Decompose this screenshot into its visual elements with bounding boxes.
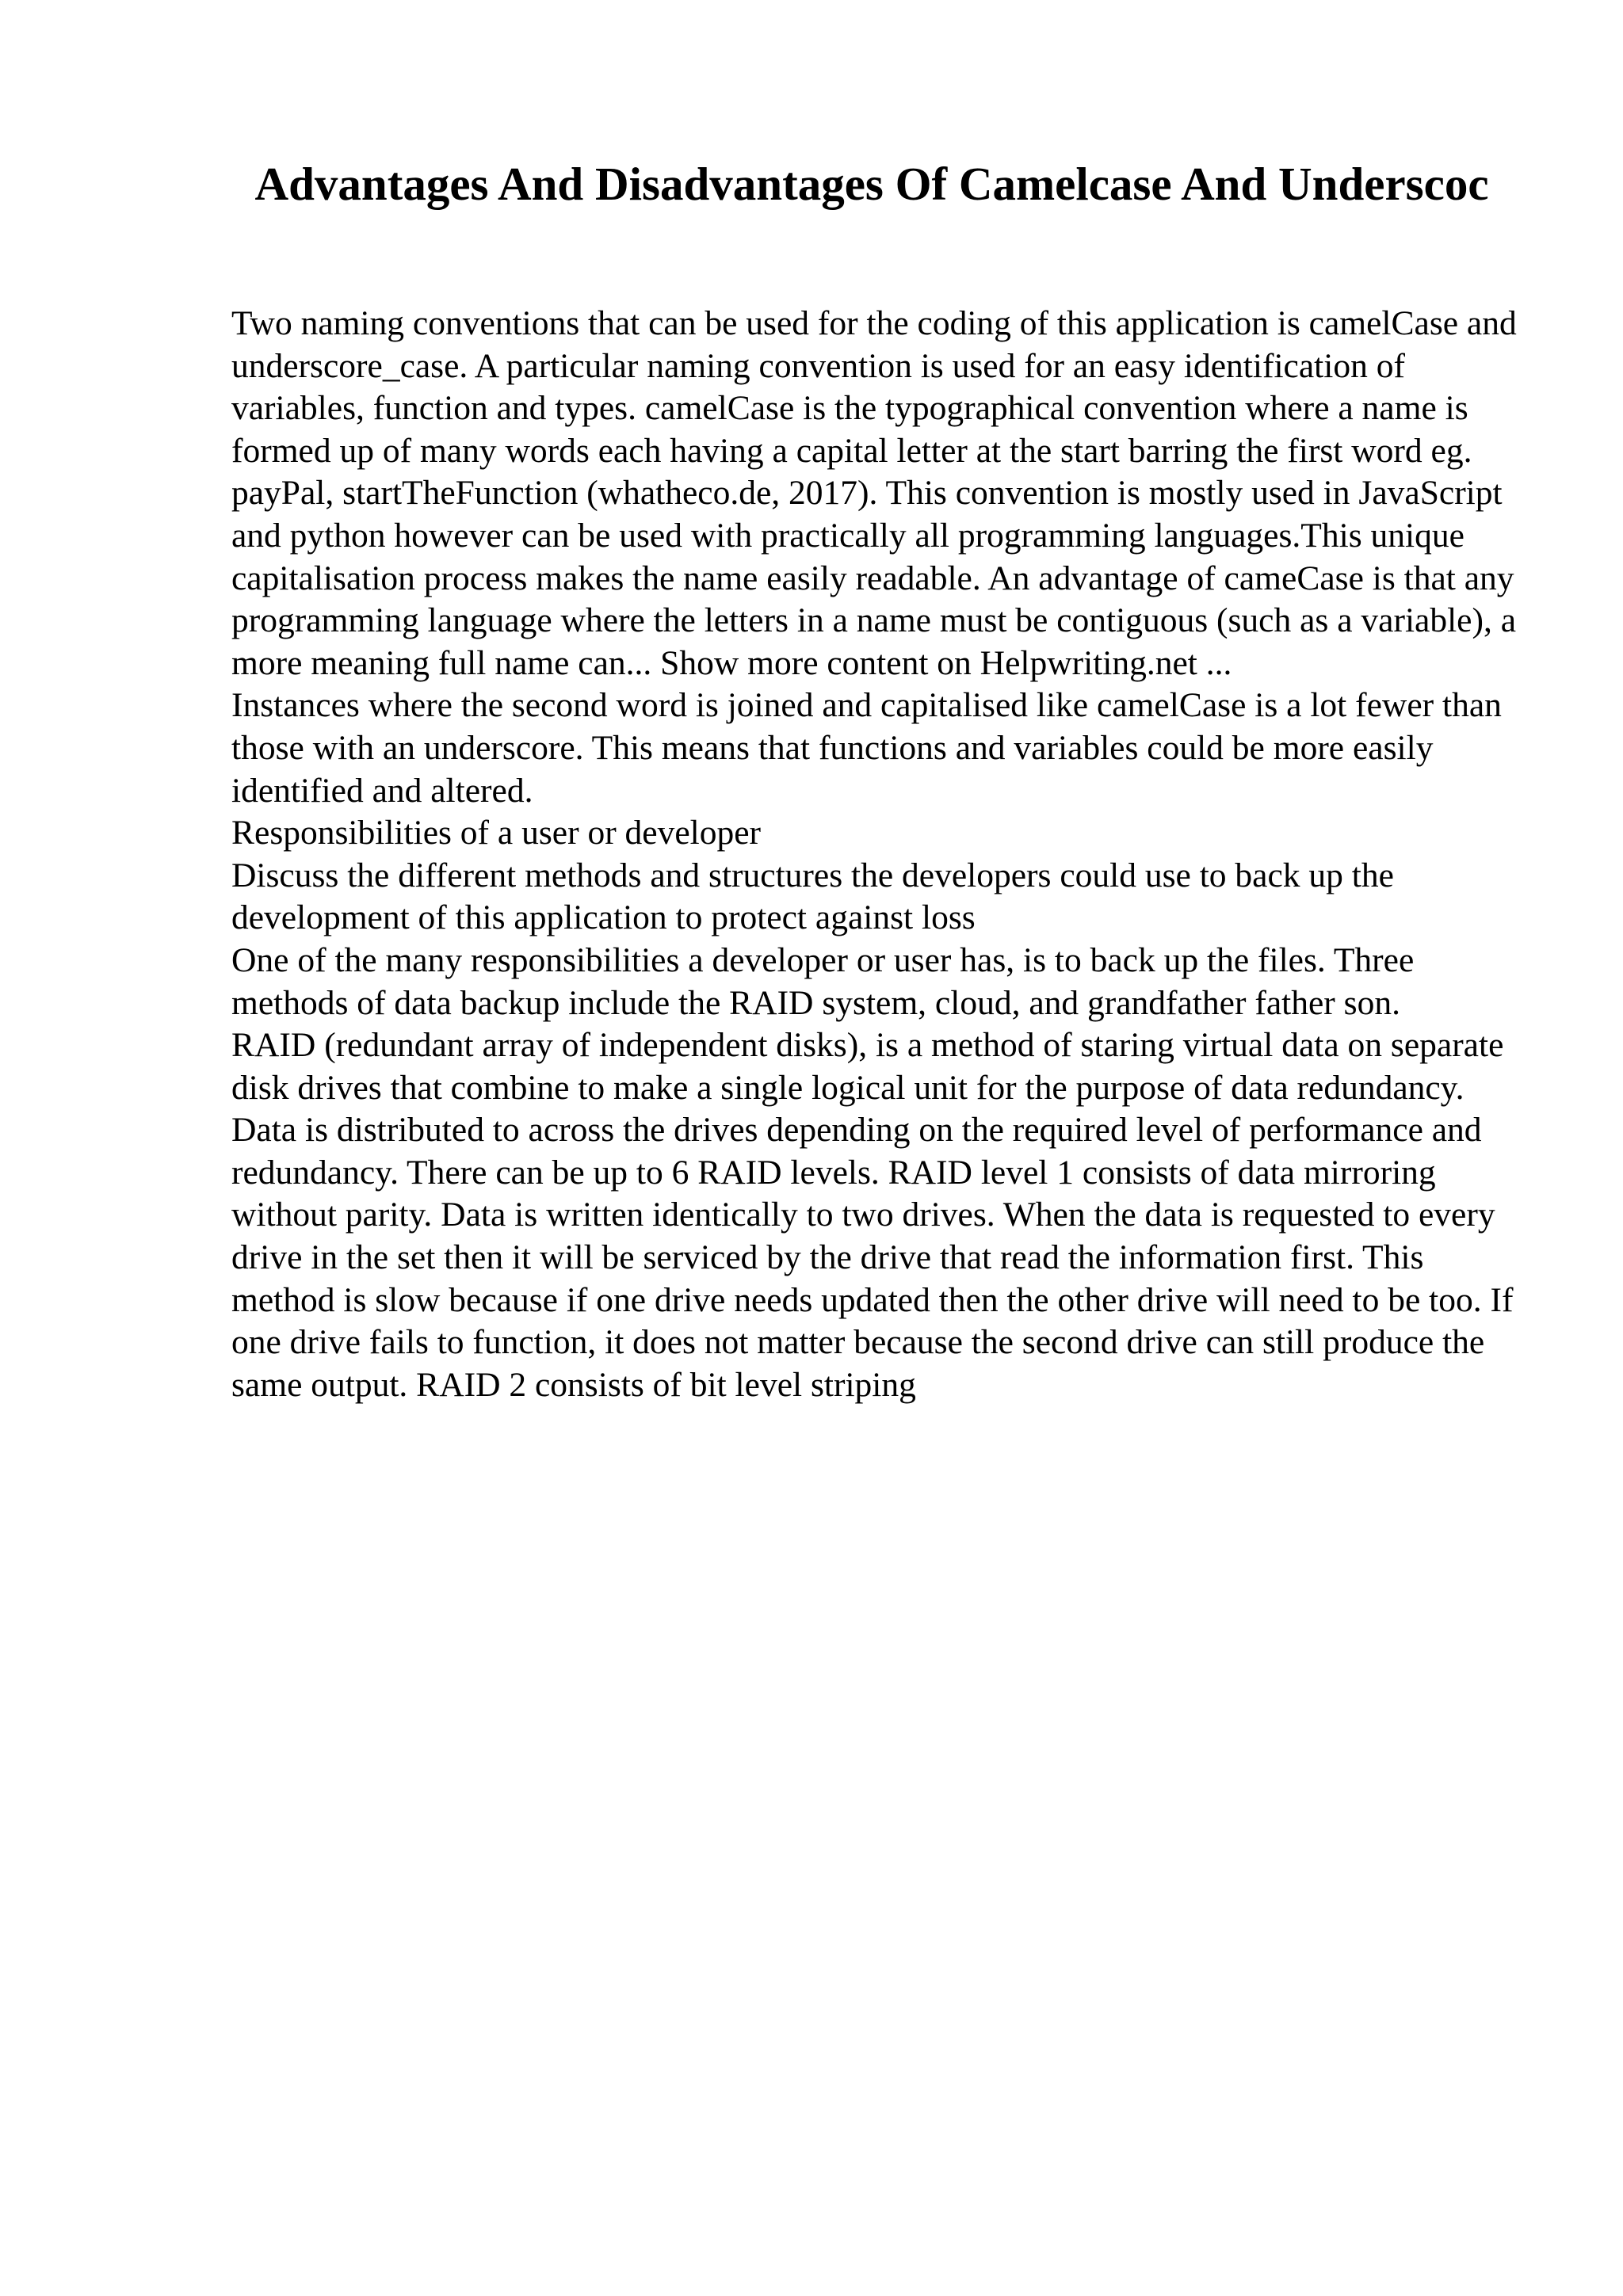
- document-title: Advantages And Disadvantages Of Camelcase And Underscoc: [254, 158, 1489, 210]
- paragraph-raid: RAID (redundant array of independent disks), is a method of staring virtual data on separate disk drives that combine to make a single logical unit for the purpose of data redundancy. Data is distributed to across the drives depending on the required level of performance and redundancy. There can be up to 6 RAID levels. RAID level 1 consists of data mirroring without parity. Data is written identically to two drives. When the data is requested to every drive in the set then it will be serviced by the drive that read the information first. This method is slow because if one drive needs updated then the other drive will need to be too. If one drive fails to function, it does not matter because the second drive can still produce the same output. RAID 2 consists of bit level striping: [231, 1026, 1514, 1404]
- paragraph-backup-question: Discuss the different methods and structures the developers could use to back up the development of this application to protect against loss: [231, 856, 1394, 937]
- document-body: [231, 303, 1531, 1406]
- paragraph-naming-conventions: Two naming conventions that can be used for the coding of this application is camelCase and underscore_case. A particular naming convention is used for an easy identification of variables, function and types. camelCase is the typographical convention where a name is formed up of many words each having a capital letter at the start barring the first word eg. payPal, startTheFunction (whatheco.de, 2017). This convention is mostly used in JavaScript and python however can be used with practically all programming languages.This unique capitalisation process makes the name easily readable. An advantage of cameCase is that any programming language where the letters in a name must be contiguous (such as a variable), a more meaning full name can... Show more content on Helpwriting.net ...: [231, 304, 1517, 682]
- paragraph-backup-methods: One of the many responsibilities a developer or user has, is to back up the files. Three methods of data backup include the RAID system, cloud, and grandfather father son.: [231, 940, 1415, 1022]
- paragraph-camelcase-instances: Instances where the second word is joined and capitalised like camelCase is a lot fewer than those with an underscore. This means that functions and variables could be more easily identified and altered.: [231, 686, 1502, 810]
- paragraph-responsibilities-heading: Responsibilities of a user or developer: [231, 814, 762, 852]
